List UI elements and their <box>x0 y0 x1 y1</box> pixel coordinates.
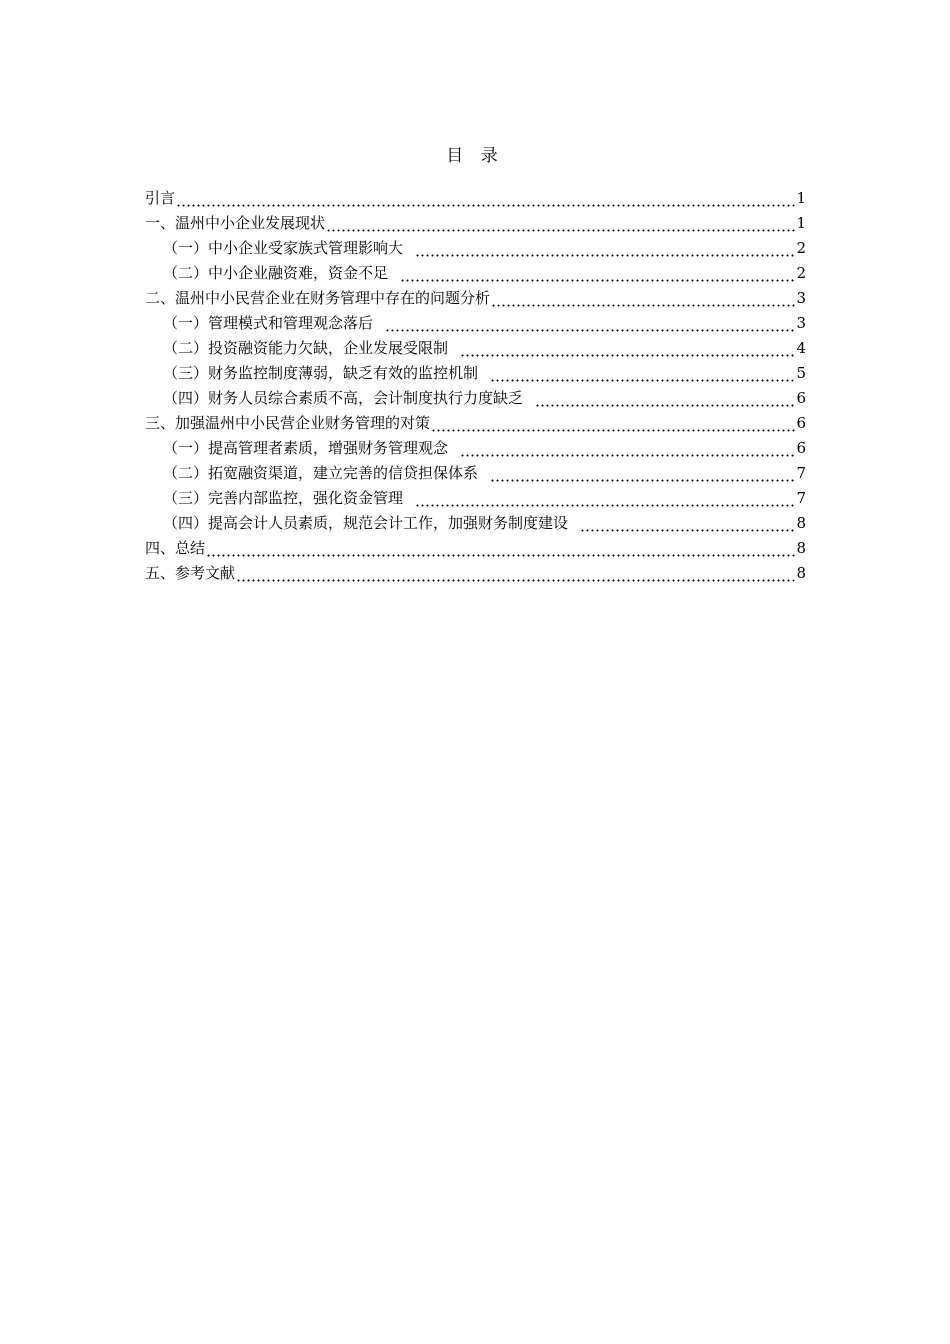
toc-subentry <box>145 336 806 361</box>
toc-dot-leader <box>176 186 795 211</box>
toc-dot-leader <box>415 236 795 261</box>
toc-page-number: 3 <box>796 289 806 307</box>
toc-entry <box>145 286 806 311</box>
toc-entry-title: 四、总结 <box>145 539 206 557</box>
toc-dot-leader <box>490 361 795 386</box>
toc-subentry <box>145 361 806 386</box>
toc-dot-leader <box>431 411 795 436</box>
toc-page-number: 2 <box>796 239 806 257</box>
toc-entry <box>145 186 806 211</box>
toc-dot-leader <box>460 436 795 461</box>
toc-entry-title: （三）完善内部监控，强化资金管理 <box>163 489 404 507</box>
toc-dot-leader <box>535 386 795 411</box>
toc-subentry <box>145 261 806 286</box>
toc-page-number: 8 <box>796 539 806 557</box>
toc-page-number: 2 <box>796 264 806 282</box>
toc-subentry <box>145 461 806 486</box>
table-of-contents <box>145 186 806 586</box>
toc-dot-leader <box>580 511 795 536</box>
toc-entry <box>145 561 806 586</box>
toc-subentry <box>145 486 806 511</box>
toc-entry-title: （一）提高管理者素质，增强财务管理观念 <box>163 439 449 457</box>
toc-entry <box>145 411 806 436</box>
toc-subentry <box>145 386 806 411</box>
toc-page-number: 1 <box>796 189 806 207</box>
toc-page-number: 8 <box>796 564 806 582</box>
toc-entry-title: 五、参考文献 <box>145 564 236 582</box>
toc-dot-leader <box>491 286 795 311</box>
toc-subentry <box>145 436 806 461</box>
toc-entry-title: （一）管理模式和管理观念落后 <box>163 314 374 332</box>
toc-entry-title: （二）中小企业融资难，资金不足 <box>163 264 389 282</box>
toc-page-number: 6 <box>796 414 806 432</box>
toc-title: 目 录 <box>446 146 504 166</box>
toc-entry-title: （四）提高会计人员素质，规范会计工作，加强财务制度建设 <box>163 514 569 532</box>
toc-page-number: 4 <box>796 339 806 357</box>
toc-subentry <box>145 236 806 261</box>
toc-dot-leader <box>236 561 795 586</box>
toc-page-number: 7 <box>796 489 806 507</box>
toc-dot-leader <box>400 261 795 286</box>
toc-dot-leader <box>460 336 795 361</box>
toc-entry-title: 二、温州中小民营企业在财务管理中存在的问题分析 <box>145 289 491 307</box>
toc-entry-title: 一、温州中小企业发展现状 <box>145 214 326 232</box>
toc-page-number: 5 <box>796 364 806 382</box>
toc-subentry <box>145 311 806 336</box>
toc-dot-leader <box>206 536 795 561</box>
toc-entry-title: 引言 <box>145 189 176 207</box>
toc-page-number: 7 <box>796 464 806 482</box>
toc-page-number: 8 <box>796 514 806 532</box>
toc-page-number: 1 <box>796 214 806 232</box>
toc-dot-leader <box>326 211 795 236</box>
toc-page-number: 6 <box>796 389 806 407</box>
toc-entry-title: 三、加强温州中小民营企业财务管理的对策 <box>145 414 431 432</box>
toc-dot-leader <box>385 311 795 336</box>
toc-dot-leader <box>415 486 795 511</box>
toc-page-number: 6 <box>796 439 806 457</box>
toc-entry-title: （二）投资融资能力欠缺，企业发展受限制 <box>163 339 449 357</box>
toc-entry <box>145 211 806 236</box>
toc-dot-leader <box>490 461 795 486</box>
toc-entry <box>145 536 806 561</box>
toc-page-number: 3 <box>796 314 806 332</box>
toc-entry-title: （一）中小企业受家族式管理影响大 <box>163 239 404 257</box>
toc-entry-title: （四）财务人员综合素质不高，会计制度执行力度缺乏 <box>163 389 524 407</box>
toc-entry-title: （三）财务监控制度薄弱，缺乏有效的监控机制 <box>163 364 479 382</box>
toc-entry-title: （二）拓宽融资渠道，建立完善的信贷担保体系 <box>163 464 479 482</box>
toc-subentry <box>145 511 806 536</box>
